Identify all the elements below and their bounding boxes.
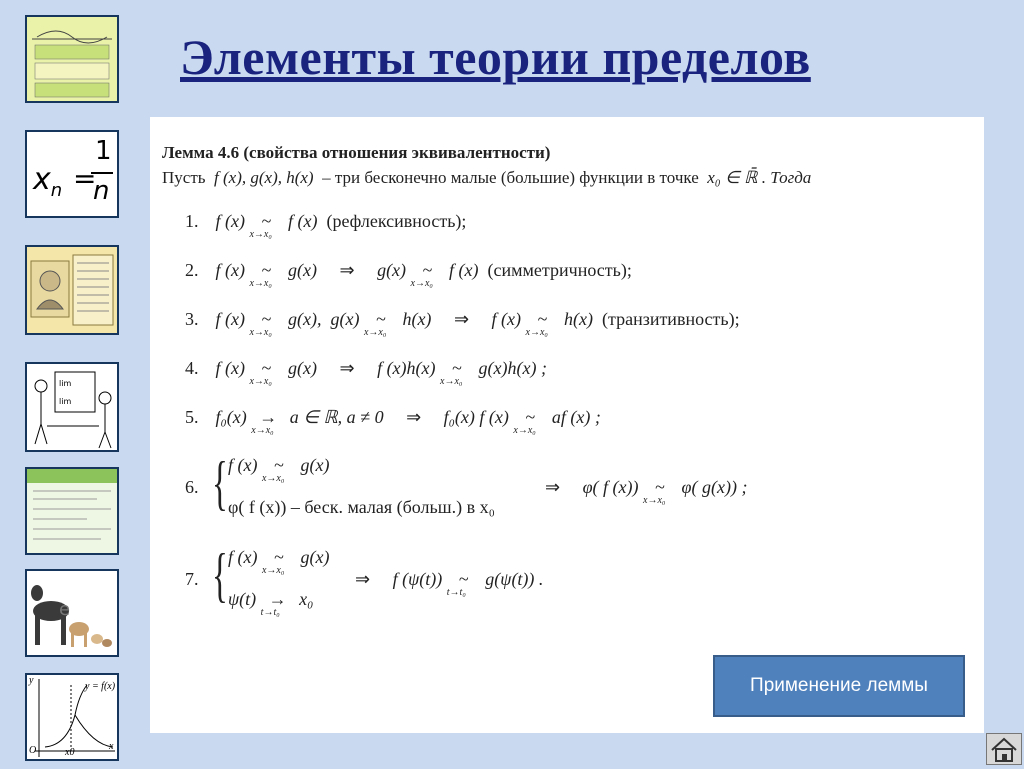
svg-text:lim: lim [59,379,72,388]
thumbnail-3[interactable] [25,245,119,335]
lemma-item-6-row1: f (x) ~ x→x₀ g(x) [228,455,330,484]
graph-x0-label: x0 [65,747,75,758]
dogs-image-icon [27,571,117,655]
svg-text:lim: lim [59,397,72,406]
lemma-title: Лемма 4.6 (свойства отношения эквивалентности) [162,143,551,162]
lemma-item-1: 1. f (x) ~ x→x₀ f (x) (рефлексивность); [185,211,467,240]
graph-origin-label: O [29,745,37,756]
thumbnail-7[interactable] [25,673,119,761]
thumb-letter: e [59,599,71,620]
document-thumbnail-icon [27,17,117,101]
lemma-item-2: 2. f (x) ~ x→x₀ g(x) ⇒ g(x) ~ x→x₀ f (x) (симметричность); [185,260,632,289]
brace: { [212,542,228,608]
brace: { [212,450,228,516]
formula-x: $x_n$ [33,162,63,201]
graph-x-label: x [109,741,114,752]
lemma-item-7-row1: f (x) ~ x→x₀ g(x) [228,547,330,576]
lemma-item-5: 5. f₀(x) → x→x₀ a ∈ ℝ, a ≠ 0 ⇒ f₀(x) f (x) ~ x→x₀ af (x) ; [185,407,601,436]
home-icon [987,734,1021,764]
formula-eq: = [73,162,97,195]
lemma-item-4: 4. f (x) ~ x→x₀ g(x) ⇒ f (x)h(x) ~ x→x₀ g(x)h(x) ; [185,358,547,387]
lemma-item-7-result: ⇒ f (ψ(t)) ~ t→t₀ g(ψ(t)) . [355,569,544,598]
formula-num: 1 [95,136,112,166]
portrait-icon [27,247,117,333]
lemma-item-7-num: 7. [185,569,199,589]
document-thumbnail-icon [27,469,117,553]
thumbnail-6[interactable] [25,569,119,657]
formula-den: n [93,176,110,206]
apply-lemma-button[interactable]: Применение леммы [713,655,965,717]
lemma-item-6-num: 6. [185,477,199,497]
cartoon-icon [27,364,117,450]
lemma-item-6-result: ⇒ φ( f (x)) ~ x→x₀ φ( g(x)) ; [545,477,748,506]
lemma-intro: Пусть f (x), g(x), h(x) – три бесконечно малые (большие) функции в точке x₀ ∈ ℝ̄ . Тогда [162,168,812,187]
thumbnail-4[interactable] [25,362,119,452]
thumbnail-1[interactable] [25,15,119,103]
graph-func-label: y = f(x) [85,681,116,692]
home-button[interactable] [986,733,1022,765]
slide-title: Элементы теории пределов [180,29,811,85]
thumbnail-2[interactable] [25,130,119,218]
content-panel [150,117,984,733]
lemma-item-6-row2: φ( f (x)) – беск. малая (больш.) в x₀ [228,497,495,517]
lemma-item-3: 3. f (x) ~ x→x₀ g(x), g(x) ~ x→x₀ h(x) ⇒ f (x) ~ x→x₀ h(x) (транзитивность); [185,309,740,338]
thumbnail-5[interactable] [25,467,119,555]
lemma-item-7-row2: ψ(t) → t→t₀ x₀ [228,589,314,618]
graph-y-label: y [29,675,34,686]
